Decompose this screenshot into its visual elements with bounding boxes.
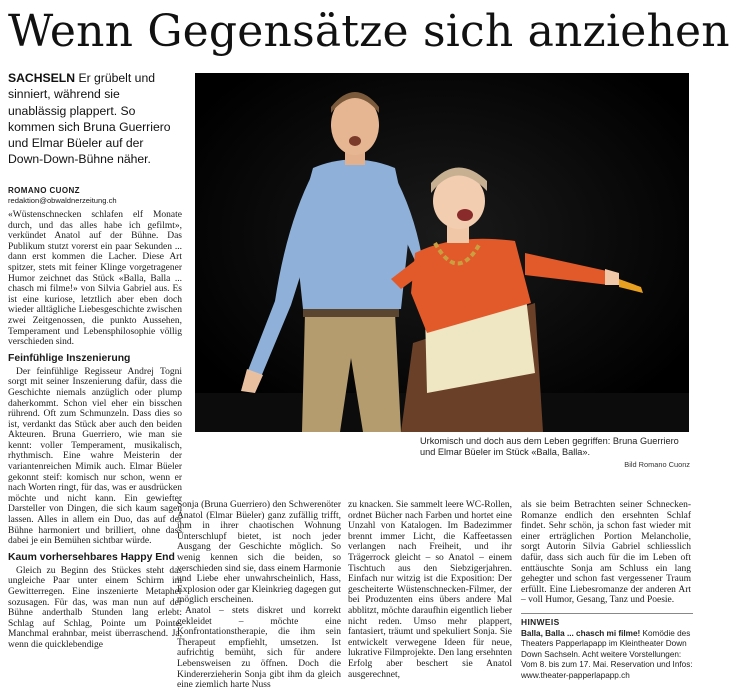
headline: Wenn Gegensätze sich anziehen	[8, 6, 730, 57]
hinweis-show-title: Balla, Balla ... chasch mi filme!	[521, 629, 641, 638]
stage-photo	[195, 73, 689, 432]
subheading: Kaum vorhersehbares Happy End	[8, 551, 175, 563]
body-paragraph: zu knacken. Sie sammelt leere WC-Rollen, ordnet Bücher nach Farben und hortet eine Unzahl von Katalogen. Im Badezimmer brennt immer Licht, die Kaffeetassen verlangen nach Freiheit, und ihr Trägerrock gleicht – so Anatol – einem Tischtuch aus den Siebzigerjahren. Einfach nur witzig ist die Exposition: Der gescheiterte Wüstenschnecken-Filmer, der bei Produzenten eins übers andere Mal abblitzt, möchte daraufhin eigentlich lieber nicht reden. Umso mehr plappert, fantasiert, träumt und spekuliert Sonja. Sie entwickelt verwegene Ideen für neue, lukrative Filmprojekte. Den lang ersehnten Erfolg aber beschert sie Anatol ausgerechnet,	[348, 500, 512, 680]
author-email[interactable]: redaktion@obwaldnerzeitung.ch	[8, 196, 117, 205]
body-paragraph: Der feinfühlige Regisseur Andrej Togni sorgt mit seiner Inszenierung dafür, dass die Geschichte niemals anzüglich oder plump daherkommt. Schon viel eher ein bisschen rührend. Oft zum Schmunzeln. Dass dies so ist, verdankt das Stück aber auch den beiden Akteuren. Bruna Guerriero, wie man sie kennt: voller Temperament, musikalisch, rhythmisch. Eine wahre Meisterin der variantenreichen Mimik auch. Elmar Büeler gekonnt steif: komisch nur schon, wenn er nach Worten ringt, für das, was er ausdrücken möchte und nicht kann. Ein gewiefter Darsteller von Dingen, die sich kaum sagen lassen. Alles in allem ein Duo, das auf der Bühne harmoniert und brilliert, ohne dass dabei je ein Bemühen sichtbar würde.	[8, 366, 182, 547]
lead-paragraph	[8, 70, 180, 168]
subheading: Feinfühlige Inszenierung	[8, 352, 131, 364]
hinweis-body	[521, 629, 693, 681]
hinweis-divider	[521, 613, 693, 614]
article-column-4	[521, 500, 691, 620]
photo-credit: Bild Romano Cuonz	[624, 460, 690, 469]
body-paragraph: Anatol – stets diskret und korrekt gekleidet – möchte eine Konfrontationstherapie, die ihm sein Therapeut empfiehlt, umsetzen. Ist aufrichtig bemüht, sich für andere Lebensweisen zu öffnen. Doch die Kindererzieherin Sonja gibt ihm da gleich eine ziemlich harte Nuss	[177, 605, 341, 691]
article-column-1	[8, 210, 182, 676]
article-column-2	[177, 500, 341, 691]
photo-caption: Urkomisch und doch aus dem Leben gegriffen: Bruna Guerriero und Elmar Büeler im Stück «Balla, Balla».	[420, 436, 679, 458]
byline	[8, 186, 180, 206]
body-paragraph: Gleich zu Beginn des Stückes steht das ungleiche Paar unter einem Schirm im Gewitterregen. Eine inszenierte Metapher sozusagen. Für das, was man nun auf der Bühne anderthalb Stunden lang erlebt: Schlag auf Schlag, Pointe um Pointe. Manchmal erahnbar, meist überraschend. Ja, wenn die quicklebendige	[8, 565, 182, 650]
author-name: ROMANO CUONZ	[8, 186, 80, 195]
hinweis-text: Komödie des Theaters Papperlapapp im Kleintheater Down Down Sachseln. Acht weitere Vorstellungen: Vom 8. bis zum 17. Mai. Reservation und Infos: www.theater-papperlapapp.ch	[521, 629, 693, 680]
body-paragraph: Sonja (Bruna Guerriero) den Schwerenöter Anatol (Elmar Büeler) ganz zufällig trifft, ihm in ihrer chaotischen Wohnung Unterschlupf bietet, ist noch jeder Ausgang der Geschichte möglich. So wenig kennen sich die beiden, so verschieden sind sie, dass einem Harmonie und Liebe eher unwahrscheinlich, Hass, Explosion oder gar Kleinkrieg dagegen gut möglich erscheinen.	[177, 500, 341, 606]
lead-dateline: SACHSELN	[8, 71, 76, 85]
body-paragraph: als sie beim Betrachten seiner Schnecken-Romanze endlich den ersehnten Schlaf findet. Sehr schön, ja schon fast wieder mit einer erträglichen Portion Melancholie, sorgt Autorin Silvia Gabriel schliesslich dafür, dass sich auch für die im Leben oft enttäuschte Sonja am Schluss ein lang gehegter und schon fast vergessener Traum erfüllt. Eine Liebesromanze der anderen Art – voll Humor, Gesang, Tanz und Poesie.	[521, 500, 691, 606]
body-paragraph: «Wüstenschnecken schlafen elf Monate durch, und das alles habe ich gefilmt», verkündet Anatol auf der Bühne. Das Publikum stutzt vorerst ein paar Sekunden ... dann erst kommen die Lacher. Diese Art spitzer, stets mit feiner Klinge vorgetragener Humor zeichnet das Stück «Balla, Balla ... chasch mi filme!» von Silvia Gabriel aus. Es ist eine kuriose, letztlich aber eben doch wieder alltägliche Liebesgeschichte zwischen zwei Zeitgenossen, die punkto Aussehen, Temperament und Lebensphilosophie völlig verschieden sind.	[8, 210, 182, 348]
lead-text: Er grübelt und sinniert, während sie unablässig plappert. So kommen sich Bruna Guerriero und Elmar Büeler auf der Down-Down-Bühne näher.	[8, 71, 171, 167]
hinweis-box	[521, 617, 693, 681]
article-column-3	[348, 500, 512, 680]
hinweis-title: HINWEIS	[521, 617, 560, 627]
